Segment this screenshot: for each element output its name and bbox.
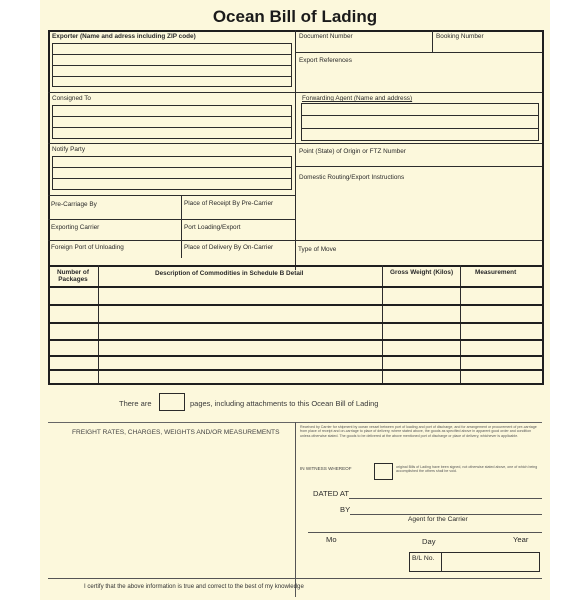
exporter-label: Exporter (Name and adress including ZIP code) [52, 33, 196, 40]
place-of-delivery-label: Place of Delivery By On-Carrier [184, 244, 274, 251]
place-of-receipt-label: Place of Receipt By Pre-Carrier [184, 200, 274, 207]
pages-prefix: There are [119, 399, 152, 408]
agent-label: Agent for the Carrier [408, 516, 468, 523]
point-of-origin-label: Point (State) of Origin or FTZ Number [299, 148, 406, 155]
year-label: Year [513, 535, 529, 544]
bl-number-field[interactable] [409, 552, 540, 572]
notify-party-label: Notify Party [52, 146, 86, 153]
bl-number-label: B/L No. [412, 555, 435, 562]
domestic-routing-label: Domestic Routing/Export Instructions [299, 174, 405, 181]
month-label: Mo [326, 535, 337, 544]
description-header: Description of Commodities in Schedule B Detail [155, 270, 304, 277]
booking-number-label: Booking Number [436, 33, 484, 40]
pre-carriage-label: Pre-Carriage By [51, 201, 97, 208]
exporting-carrier-label: Exporting Carrier [51, 224, 100, 231]
received-text: Received by Carrier for shipment by ocean vessel between port of loading and port of discharge, and for arrangement or procurement of pre-carriage from place of receipt and on-carriage to place of delivery, where stated above, the goods as specified above in apparent good order and condition unless otherwise stated. The goods to be delivered at the above mentioned port of discharge or place of delivery, whichever is applicable. [300, 425, 537, 438]
by-label: BY [340, 505, 351, 514]
port-loading-label: Port Loading/Export [184, 224, 241, 231]
dated-at-label: DATED AT [313, 489, 350, 498]
measurement-header: Measurement [475, 269, 517, 276]
witness-label: IN WITNESS WHEREOF [300, 466, 352, 471]
freight-label: FREIGHT RATES, CHARGES, WEIGHTS AND/OR MEASUREMENTS [72, 429, 280, 436]
forwarding-agent-field[interactable] [301, 103, 539, 141]
foreign-port-label: Foreign Port of Unloading [51, 244, 124, 251]
pages-count-field[interactable] [159, 393, 185, 411]
witness-text: original Bills of Lading have been signed, not otherwise stated above, one of which being accomplished the others shall be void. [396, 465, 538, 474]
forwarding-agent-label: Forwarding Agent (Name and address) [302, 95, 413, 102]
certify-statement: I certify that the above information is true and correct to the best of my knowledge [84, 583, 304, 590]
export-references-label: Export References [299, 57, 352, 64]
day-label: Day [422, 537, 436, 546]
type-of-move-label: Type of Move [298, 246, 337, 253]
consigned-to-label: Consigned To [52, 95, 91, 102]
bill-of-lading-document [40, 0, 550, 600]
witness-originals-field[interactable] [374, 463, 393, 480]
document-number-label: Document Number [299, 33, 353, 40]
pages-suffix: pages, including attachments to this Ocean Bill of Lading [190, 399, 379, 408]
notify-party-field[interactable] [52, 156, 292, 190]
consigned-to-field[interactable] [52, 105, 292, 139]
document-title: Ocean Bill of Lading [212, 7, 378, 26]
packages-header: Number of Packages [57, 269, 89, 283]
gross-weight-header: Gross Weight (Kilos) [390, 269, 454, 276]
